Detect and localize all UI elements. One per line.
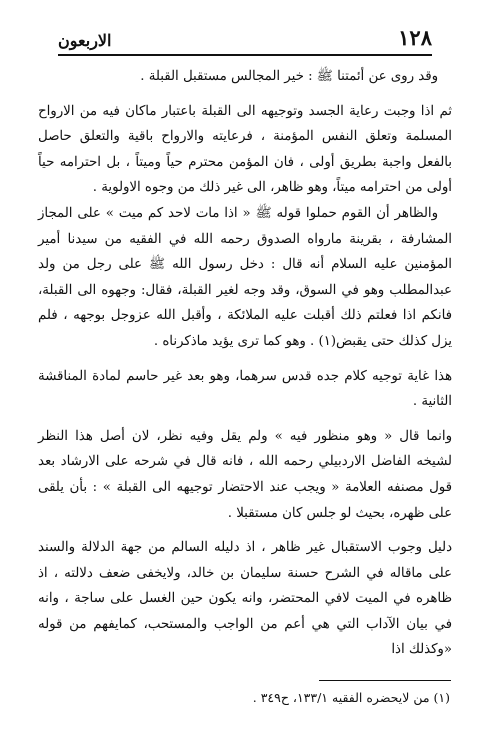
paragraph-6: دليل وجوب الاستقبال غير ظاهر ، اذ دليله السالم من جهة الدلالة والسند على ماقاله في الشرح حسنة سليمان بن خالد، ولايخفى ضعف دلالته ، اذ ظاهره في الميت لافي المحتضر، وانه يكون حين الغسل على ساجة ، وانه في بيان الآداب التي هي أعم من الواجب والمستحب، كمايفهم من قوله «وكذلك اذا — [38, 540, 452, 658]
paragraph-4: هذا غاية توجيه كلام جده قدس سرهما، وهو بعد غير حاسم لمادة المناقشة الثانية . — [38, 368, 452, 410]
paragraph-5: وانما قال « وهو منظور فيه » ولم يقل وفيه نظر، لان أصل هذا النظر لشيخه الفاضل الاردبيلي رحمه الله ، فانه قال في شرحه على الارشاد بعد قول مصنفه العلامة « ويجب عند الاحتضار توجيهه الى القبلة » : بأن يلقى على ظهره، بحيث لو جلس كان مستقبلا . — [38, 428, 452, 521]
page-header — [58, 24, 432, 56]
footnote: (١) من لايحضره الفقيه ١٣٣/١، ح٣٤٩ . — [252, 690, 450, 705]
paragraph-2: ثم اذا وجبت رعاية الجسد وتوجيهه الى القبلة باعتبار ماكان فيه من الارواح المسلمة وتعلق النفس المؤمنة ، فرعايته والارواح باقية والتعلق حاصل بالفعل واجبة بطريق أولى ، فان المؤمن محترم حياً وميتاً ، بل احترامه حياً أولى من احترامه ميتاً، وهو ظاهر، الى غير ذلك من وجوه الاولوية . — [38, 103, 452, 196]
main-text — [38, 64, 452, 663]
paragraph-3: والظاهر أن القوم حملوا قوله ﷺ « اذا مات لاحد كم ميت » على المجاز المشارفة ، بقرينة مارواه الصدوق رحمه الله في الفقيه من سيدنا أمير المؤمنين عليه السلام أنه قال : دخل رسول الله ﷺ على رجل من ولد عبدالمطلب وهو في السوق، وقد وجه لغير القبلة، فقال: وجهوه الى القبلة، فانكم اذا فعلتم ذلك أقبلت عليه الملائكة ، وأقبل الله عزوجل بوجهه ، فلم يزل كذلك حتى يقبض(١) . وهو كما ترى يؤيد ماذكرناه . — [38, 205, 452, 349]
footnote-divider — [319, 680, 451, 681]
running-title: الاربعون — [58, 31, 112, 50]
paragraph-1: وقد روى عن أئمتنا ﷺ : خير المجالس مستقبل القبلة . — [140, 69, 438, 84]
page-number: ١٢٨ — [398, 25, 432, 50]
